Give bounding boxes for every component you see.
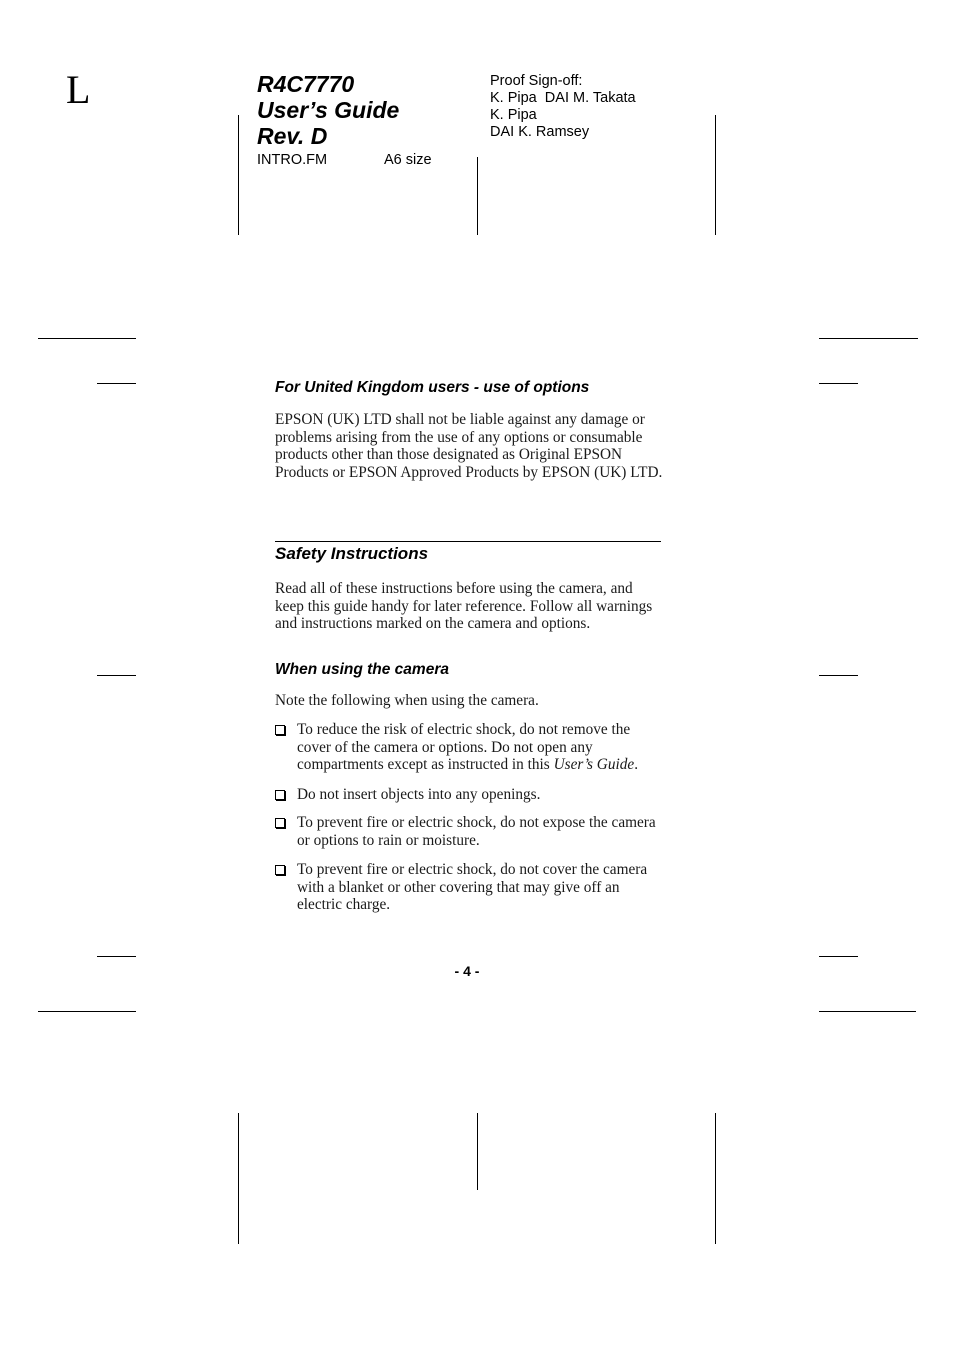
proof-line-2: K. Pipa: [490, 107, 537, 123]
uk-options-heading: For United Kingdom users - use of options: [275, 379, 590, 396]
proof-heading: Proof Sign-off:: [490, 73, 583, 89]
list-item-text: To prevent fire or electric shock, do not cover the camera with a blanket or other covering that may give off an electric charge.: [297, 861, 648, 914]
crop-mark-right-lower-short: [819, 956, 858, 957]
list-item-text: To prevent fire or electric shock, do not expose the camera or options to rain or moisture.: [297, 814, 656, 849]
crop-mark-top-left-v: [238, 115, 239, 235]
doc-model-title: R4C7770: [257, 71, 355, 97]
safety-heading: Safety Instructions: [275, 544, 429, 563]
crop-mark-left-upper-short: [97, 383, 136, 384]
crop-mark-left-lower: [38, 1011, 136, 1012]
page-side-mark: L: [66, 67, 91, 112]
list-item-text: To reduce the risk of electric shock, do not remove the cover of the camera or options. Do not open any compartments except as instructed in this User’s Guide.: [297, 721, 639, 774]
safety-body: Read all of these instructions before using the camera, and keep this guide handy for later reference. Follow all warnings and instructions marked on the camera and options.: [275, 580, 653, 633]
crop-mark-right-middle: [819, 675, 858, 676]
list-item-text: Do not insert objects into any openings.: [297, 786, 541, 803]
doc-filename: INTRO.FM: [257, 152, 328, 168]
crop-mark-left-upper: [38, 338, 136, 339]
list-item: [275, 861, 665, 914]
checkbox-bullet-icon: [275, 818, 285, 828]
proof-line-3: DAI K. Ramsey: [490, 124, 590, 140]
crop-mark-bottom-left-v: [238, 1113, 239, 1244]
checkbox-bullet-icon: [275, 790, 285, 800]
crop-mark-left-middle: [97, 675, 136, 676]
checkbox-bullet-icon: [275, 865, 285, 875]
proof-line-1: K. Pipa DAI M. Takata: [490, 90, 636, 106]
page-number: - 4 -: [454, 963, 480, 979]
list-item: [275, 786, 665, 804]
checkbox-bullet-icon: [275, 725, 285, 735]
crop-mark-right-upper: [819, 338, 918, 339]
doc-guide-title: User’s Guide: [257, 97, 400, 123]
guide-reference: User’s Guide: [553, 756, 635, 774]
camera-intro: Note the following when using the camera.: [275, 692, 539, 709]
camera-heading: When using the camera: [275, 661, 449, 678]
crop-mark-bottom-center-v: [477, 1113, 478, 1190]
doc-revision: Rev. D: [257, 123, 328, 149]
crop-mark-bottom-right-v: [715, 1113, 716, 1244]
crop-mark-left-lower-short: [97, 956, 136, 957]
crop-mark-right-lower: [819, 1011, 916, 1012]
list-item: [275, 814, 665, 849]
crop-mark-top-center-v: [477, 157, 478, 235]
crop-mark-right-upper-short: [819, 383, 858, 384]
list-item: [275, 721, 665, 774]
doc-page-size: A6 size: [384, 152, 432, 168]
safety-rule: [275, 541, 661, 542]
uk-options-body: EPSON (UK) LTD shall not be liable against any damage or problems arising from the use of any options or consumable products other than those designated as Original EPSON Products or EPSON Approved Products by EPSON (UK) LTD.: [275, 411, 663, 481]
crop-mark-top-right-v: [715, 115, 716, 235]
